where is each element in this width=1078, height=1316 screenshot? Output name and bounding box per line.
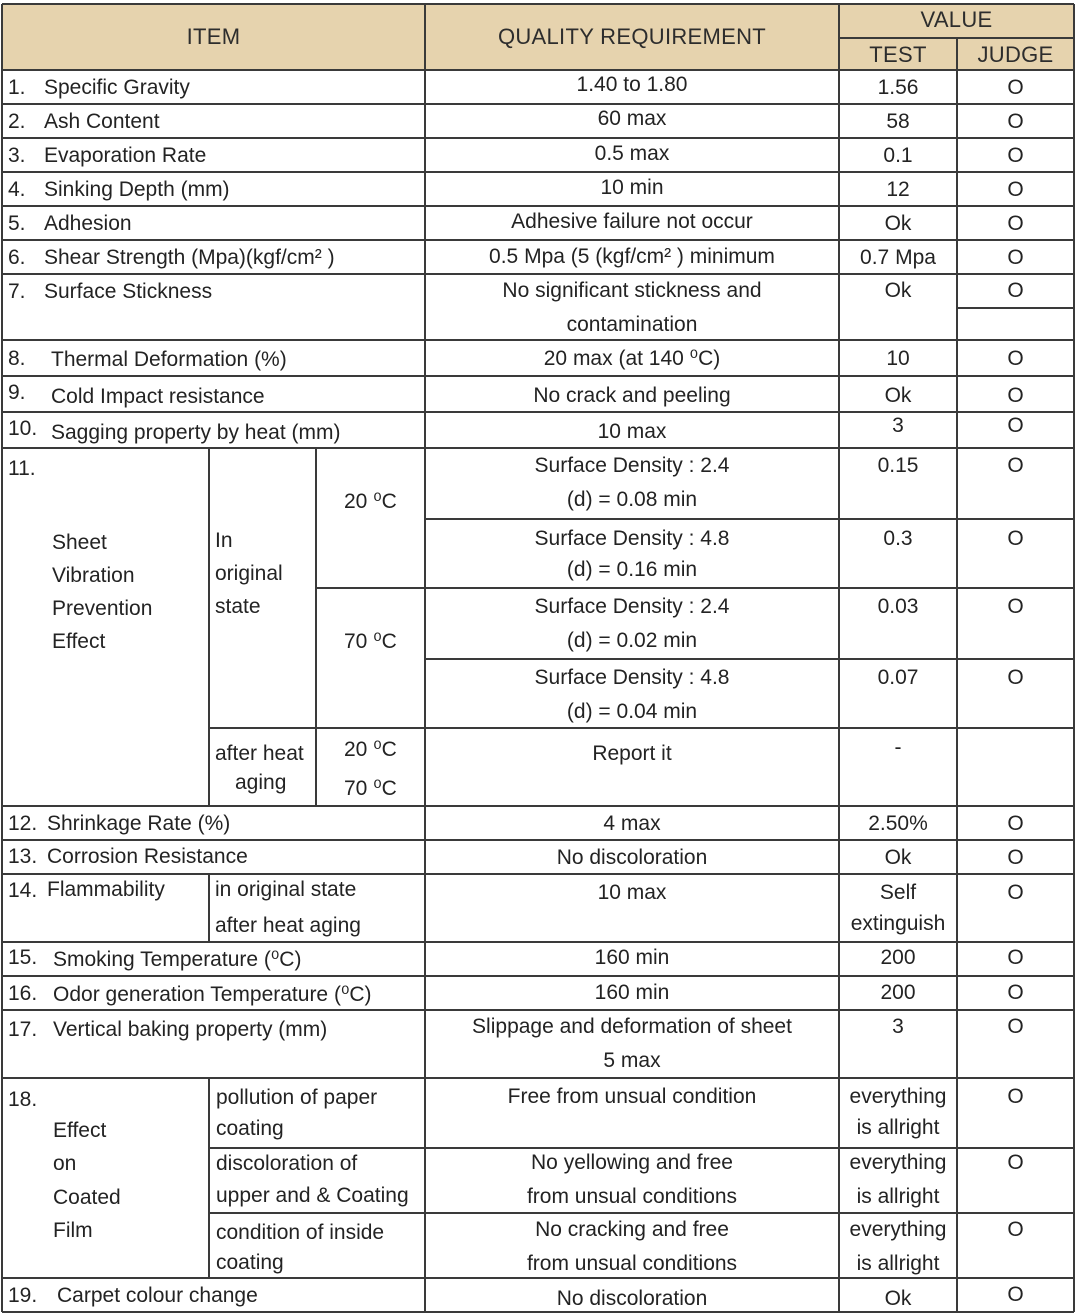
row-number: 2. [8,110,26,133]
row-requirement-line1: Surface Density : 4.8 [534,527,730,550]
row-requirement-line1: Surface Density : 4.8 [534,666,730,689]
row-judge: O [1007,1085,1024,1108]
row-requirement: No discoloration [556,1287,708,1310]
row-requirement-line1: Slippage and deformation of sheet [472,1015,792,1038]
row-item: Smoking Temperature (⁰C) [53,948,302,971]
row-number: 18. [8,1088,38,1111]
header-item: ITEM [186,24,241,49]
condition-line2: coating [216,1251,284,1274]
row-test-value: Ok [884,384,912,407]
header-value: VALUE [920,7,993,32]
row-judge: O [1007,1283,1024,1306]
state-line: In [215,529,233,552]
row-requirement-line1: Free from unsual condition [507,1085,757,1108]
condition-line2: upper and & Coating [216,1184,409,1207]
row-item: Evaporation Rate [44,144,207,167]
row-number: 5. [8,212,26,235]
row-test-value: 12 [886,178,910,201]
row-test-line1: everything [849,1218,947,1241]
aging-test-value: - [894,736,902,759]
row-test-value: 3 [892,1015,904,1038]
row-test-line2: is allright [856,1116,940,1139]
row-item-line: Film [53,1219,93,1242]
row-test-value: 58 [886,110,910,133]
row-test-value: 0.7 Mpa [860,246,936,269]
condition-line1: pollution of paper [216,1086,378,1109]
row-item: Specific Gravity [44,76,190,99]
condition-line1: in original state [215,878,357,901]
row-judge: O [1007,1151,1024,1174]
row-test-value: 0.1 [883,144,913,167]
row-judge: O [1007,881,1024,904]
row-requirement-line2: (d) = 0.08 min [566,488,698,511]
row-requirement: 10 min [600,176,664,199]
row-test-line1: everything [849,1151,947,1174]
row-test-value: Ok [884,846,912,869]
row-requirement: 20 max (at 140 ⁰C) [543,347,721,370]
temperature-70c: 70 ⁰C [344,630,397,653]
row-requirement-line1: No cracking and free [535,1218,729,1241]
state-line: state [215,595,261,618]
row-item-line: Vibration [52,564,135,587]
header-judge: JUDGE [977,42,1054,67]
row-judge: O [1007,110,1024,133]
row-requirement-line2: (d) = 0.16 min [566,558,698,581]
row-item: Thermal Deformation (%) [51,348,287,371]
row-judge: O [1007,1218,1024,1241]
row-number: 19. [8,1284,38,1307]
temperature-20c: 20 ⁰C [344,490,397,513]
header-quality-requirement: QUALITY REQUIREMENT [497,24,767,49]
row-judge: O [1007,76,1024,99]
row-test-value: 0.15 [877,454,919,477]
aging-temperature-70c: 70 ⁰C [344,777,397,800]
row-number: 12. [8,812,38,835]
row-requirement-line2: from unsual conditions [526,1185,738,1208]
row-judge: O [1007,946,1024,969]
row-requirement: 10 max [597,420,667,443]
row-item: Ash Content [44,110,160,133]
row-judge: O [1007,178,1024,201]
row-requirement-line1: No significant stickness and [502,279,762,302]
row-item-line: Sheet [52,531,107,554]
state-line: original [215,562,283,585]
row-requirement: Adhesive failure not occur [511,210,753,233]
row-test-value: Ok [884,212,912,235]
header-test: TEST [869,42,927,67]
aging-requirement: Report it [592,742,672,765]
row-test-value: 200 [880,946,916,969]
row-item-line: Prevention [52,597,153,620]
row-item-line: on [53,1152,77,1175]
row-test-value: 10 [886,347,910,370]
aging-line: aging [235,771,287,794]
row-judge: O [1007,347,1024,370]
condition-line1: condition of inside [216,1221,385,1244]
row-requirement-line2: from unsual conditions [526,1252,738,1275]
row-judge: O [1007,981,1024,1004]
row-number: 7. [8,280,26,303]
row-requirement-line2: 5 max [603,1049,661,1072]
row-requirement: 4 max [603,812,661,835]
condition-line2: after heat aging [215,914,361,937]
row-item: Shrinkage Rate (%) [47,812,231,835]
row-test-line1: Self [879,881,917,904]
row-test-line2: is allright [856,1252,940,1275]
row-item: Surface Stickness [44,280,213,303]
row-item-line: Coated [53,1186,121,1209]
row-number: 3. [8,144,26,167]
row-requirement: No discoloration [556,846,708,869]
row-judge: O [1007,414,1024,437]
row-test-value: Ok [884,1287,912,1310]
row-requirement: 160 min [594,946,670,969]
row-test-value: 3 [892,414,904,437]
condition-line2: coating [216,1117,284,1140]
row-requirement: 60 max [597,107,667,130]
row-requirement: No crack and peeling [533,384,731,407]
row-judge: O [1007,246,1024,269]
row-number: 8. [8,347,26,370]
row-requirement-line1: No yellowing and free [531,1151,733,1174]
row-number: 4. [8,178,26,201]
row-judge: O [1007,1015,1024,1038]
row-test-value: 200 [880,981,916,1004]
row-item: Adhesion [44,212,132,235]
row-requirement: 1.40 to 1.80 [576,73,688,96]
row-judge: O [1007,666,1024,689]
row-number: 16. [8,982,38,1005]
row-judge: O [1007,279,1024,302]
row-item: Carpet colour change [57,1284,258,1307]
row-judge: O [1007,212,1024,235]
row-judge: O [1007,454,1024,477]
row-judge: O [1007,595,1024,618]
row-requirement: 10 max [597,881,667,904]
row-judge: O [1007,527,1024,550]
row-requirement-line1: Surface Density : 2.4 [534,595,730,618]
row-requirement-line1: Surface Density : 2.4 [534,454,730,477]
row-number: 1. [8,76,26,99]
row-number: 17. [8,1018,38,1041]
row-item: Flammability [47,878,165,901]
row-item: Odor generation Temperature (⁰C) [53,983,372,1006]
row-test-line2: is allright [856,1185,940,1208]
row-number: 10. [8,417,38,440]
row-requirement: 0.5 Mpa (5 (kgf/cm² ) minimum [489,245,775,268]
row-judge: O [1007,812,1024,835]
row-test-value: 0.03 [877,595,919,618]
row-requirement-line2: (d) = 0.02 min [566,629,698,652]
row-judge: O [1007,384,1024,407]
aging-temperature-20c: 20 ⁰C [344,738,397,761]
row-number: 6. [8,246,26,269]
row-item: Sinking Depth (mm) [44,178,230,201]
row-test-line2: extinguish [850,912,946,935]
row-item-line: Effect [53,1119,107,1142]
row-test-line1: everything [849,1085,947,1108]
row-item: Corrosion Resistance [47,845,248,868]
row-requirement: 160 min [594,981,670,1004]
row-number: 15. [8,946,38,969]
row-item: Shear Strength (Mpa)(kgf/cm² ) [44,246,335,269]
row-requirement: 0.5 max [594,142,670,165]
row-judge: O [1007,846,1024,869]
row-test-value: 1.56 [877,76,919,99]
row-number: 13. [8,845,38,868]
row-number: 9. [8,381,26,404]
row-item: Cold Impact resistance [51,385,265,408]
aging-line: after heat [215,742,304,765]
condition-line1: discoloration of [216,1152,358,1175]
row-test-value: 0.3 [883,527,913,550]
row-test-value: 2.50% [868,812,928,835]
row-test-value: 0.07 [877,666,919,689]
row-item: Vertical baking property (mm) [53,1018,328,1041]
row-requirement-line2: contamination [566,313,698,336]
row-requirement-line2: (d) = 0.04 min [566,700,698,723]
row-test-value: Ok [884,279,912,302]
row-item-line: Effect [52,630,106,653]
row-number: 11. [8,457,36,480]
row-judge: O [1007,144,1024,167]
row-item: Sagging property by heat (mm) [51,421,341,444]
row-number: 14. [8,879,38,902]
